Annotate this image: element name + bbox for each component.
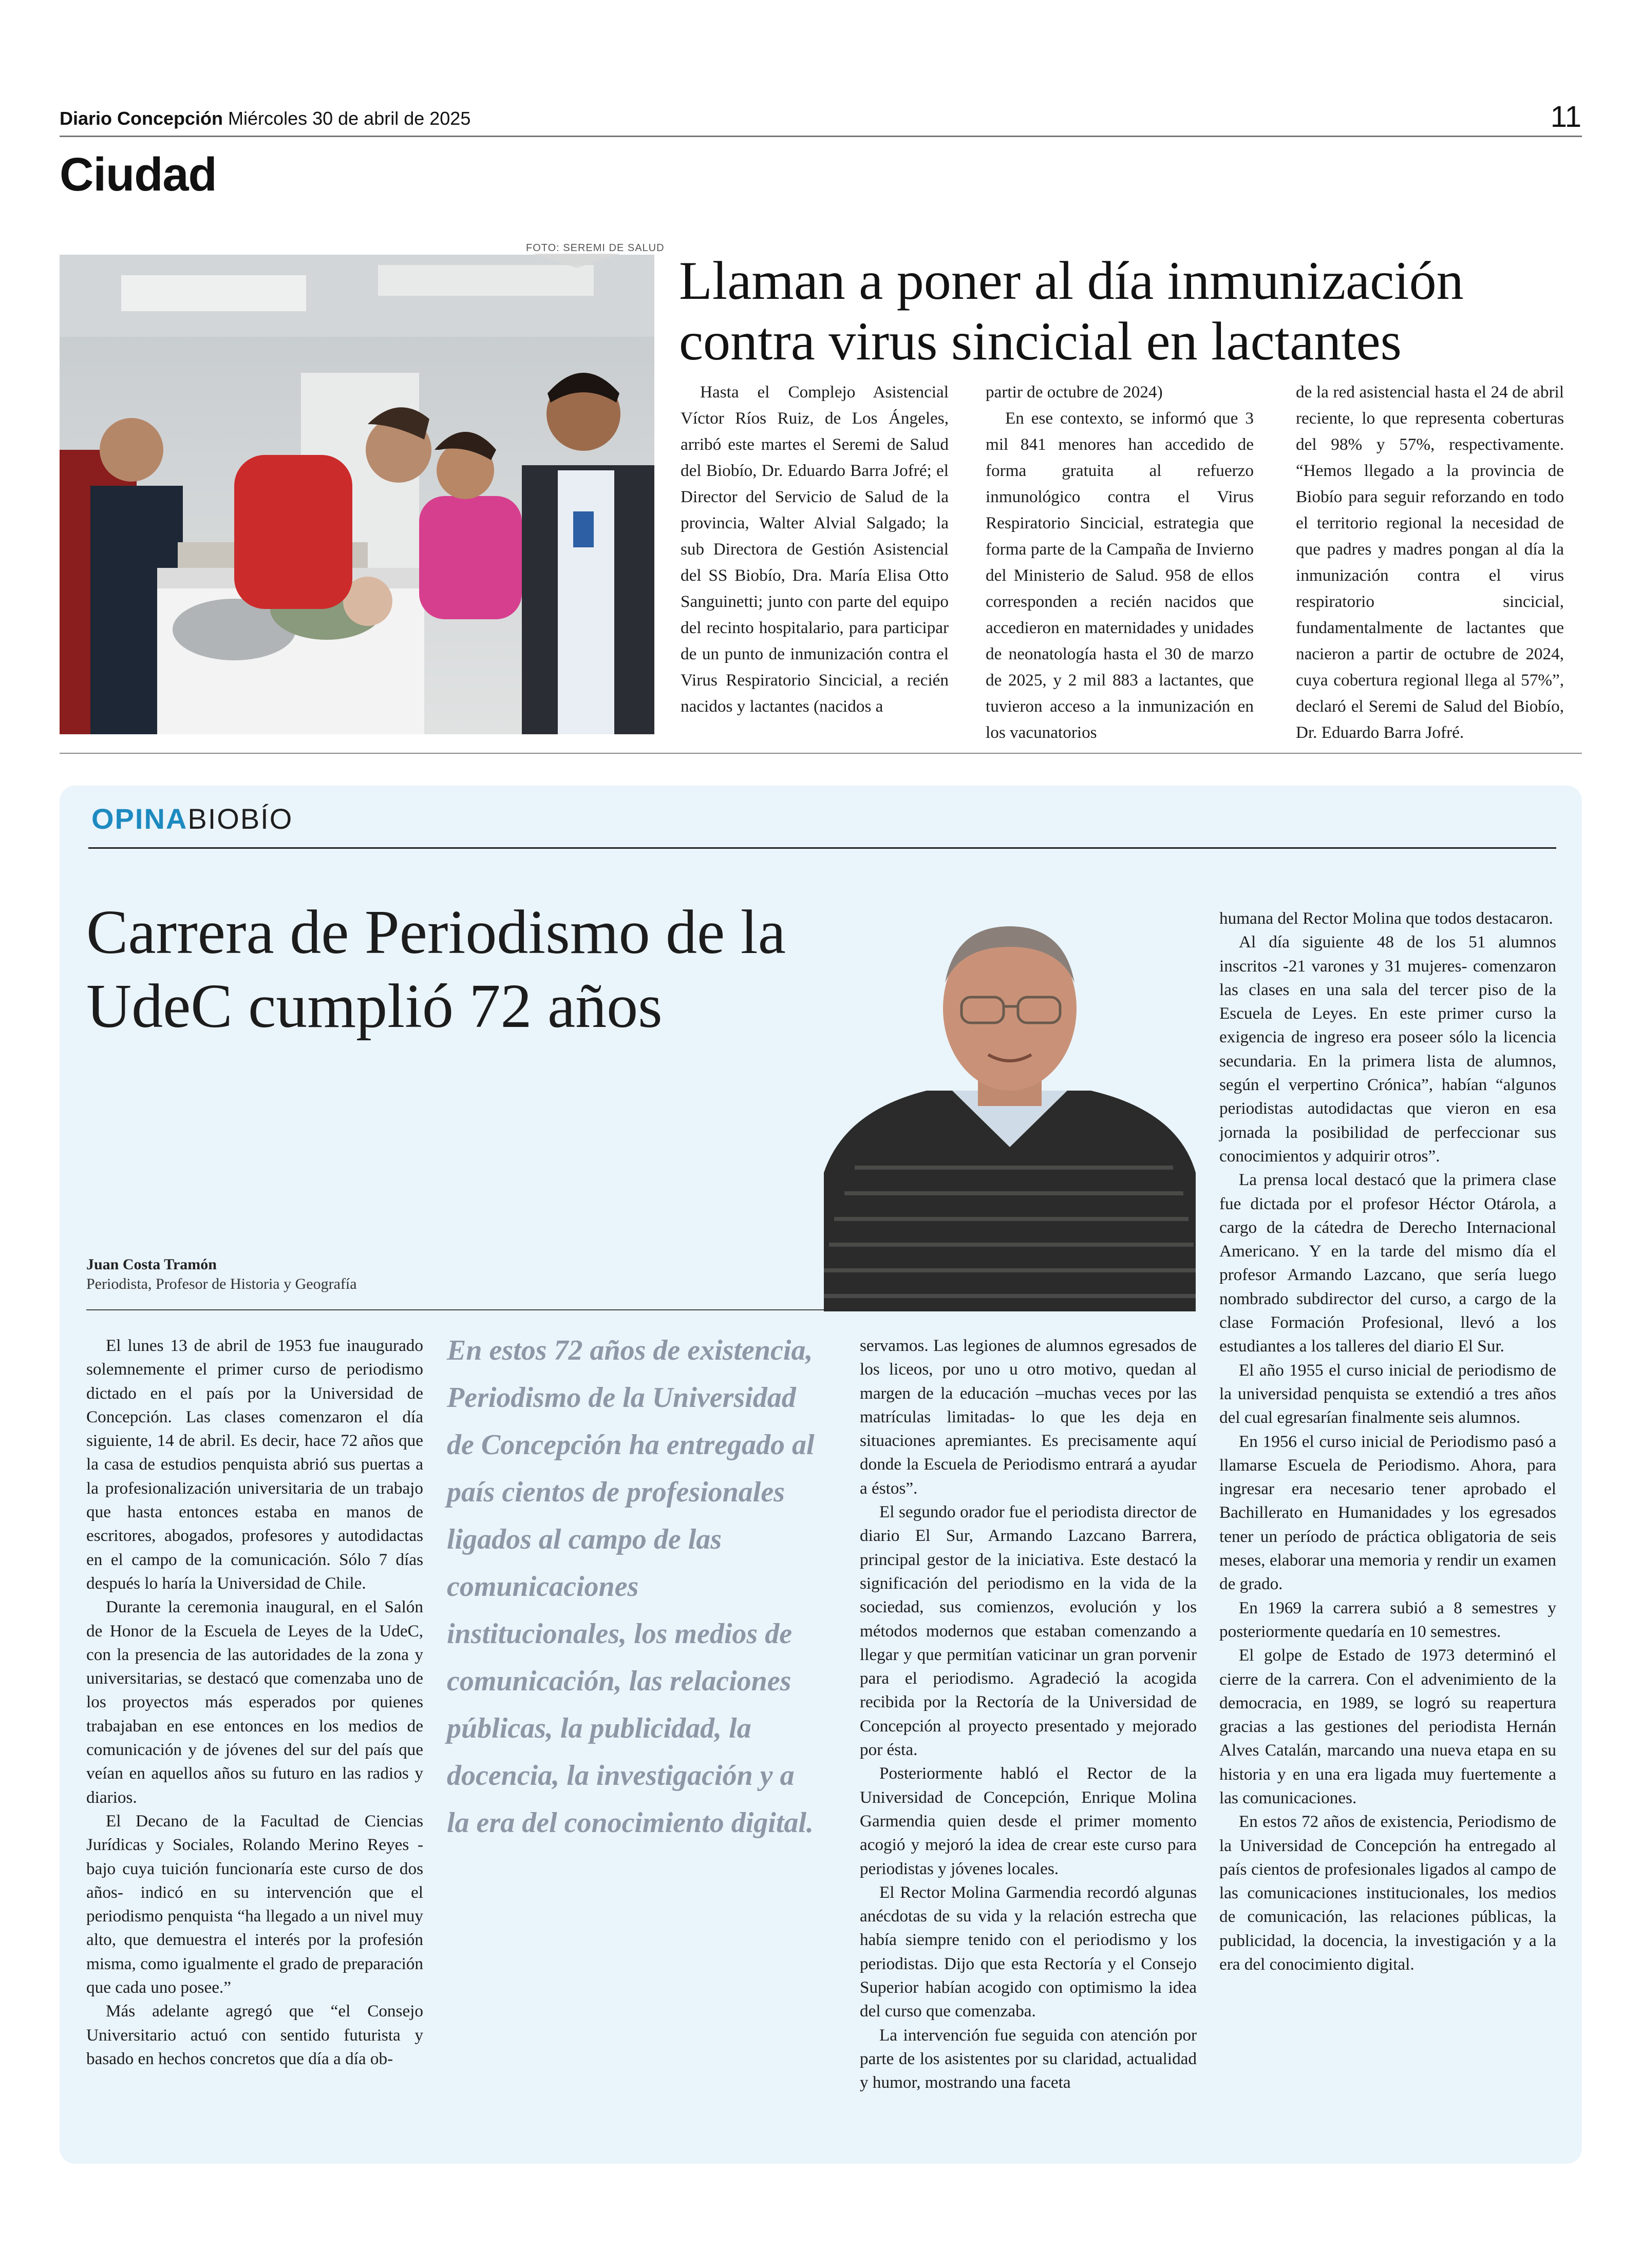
issue-date: Miércoles 30 de abril de 2025 — [228, 108, 471, 129]
opinion-paragraph: humana del Rector Molina que todos destacaron. — [1219, 909, 1553, 928]
opinion-paragraph: Más adelante agregó que “el Consejo Universitario actuó con sentido futurista y basado en hechos concretos que día a día ob- — [86, 2002, 423, 2068]
opinion-paragraph: El golpe de Estado de 1973 determinó el cierre de la carrera. Con el advenimiento de la democracia, en 1989, se logró su reapertura gracias a las gestiones del periodista Hernán Alves Catalán, marcando una nueva etapa en su historia y en una era ligada muy fuertemente a las comunicaciones. — [1219, 1646, 1556, 1807]
author-role: Periodista, Profesor de Historia y Geografía — [86, 1275, 357, 1292]
article-headline: Llaman a poner al día inmunización contra virus sincicial en lactantes — [679, 251, 1464, 371]
opinion-column-4 — [1219, 907, 1556, 1976]
vaccination-photo — [60, 255, 654, 734]
photo-credit: FOTO: SEREMI DE SALUD — [526, 242, 665, 254]
opinion-paragraph: El lunes 13 de abril de 1953 fue inaugurado solemnemente el primer curso de periodismo dictado en el país por la Universidad de Concepción. Las clases comenzaron el día siguiente, 14 de abril. Es decir, hace 72 años que la casa de estudios penquista abrió sus puertas a la profesionalización universitaria de un trabajo que hasta entonces estaba en manos de escritores, abogados, profesores y autodidactas en el campo de la comunicación. Sólo 7 días después lo haría la Universidad de Chile. — [86, 1336, 423, 1593]
opinion-brand-region: BIOBÍO — [187, 803, 293, 835]
article-paragraph: Hasta el Complejo Asistencial Víctor Ríos Ruiz, de Los Ángeles, arribó este martes el Seremi de Salud del Biobío, Dr. Eduardo Barra Jofré; el Director del Servicio de Salud de la provincia, Walter Alvial Salgado; la sub Directora de Gestión Asistencial del SS Biobío, Dra. María Elisa Otto Sanguinetti; junto con parte del equipo del recinto hospitalario, para participar de un punto de inmunización contra el Virus Respiratorio Sincicial, a recién nacidos y lactantes (nacidos a — [681, 383, 949, 716]
opinion-paragraph: El segundo orador fue el periodista director de diario El Sur, Armando Lazcano Barrera, principal gestor de la iniciativa. Este destacó la significación del periodismo en la vida de la sociedad, sus comienzos, evolución y los métodos modernos que estaban comenzando a llegar y que permitían vaticinar un gran porvenir para el periodismo. Agradeció la acogida recibida por la Rectoría de la Universidad de Concepción al proyecto presentado y mejorado por ésta. — [860, 1502, 1197, 1760]
opinion-paragraph: Al día siguiente 48 de los 51 alumnos inscritos -21 varones y 31 mujeres- comenzaron las clases en una sala del tercer piso de la Escuela de Leyes. En este primer curso la exigencia de ingreso era poseer sólo la licencia secundaria. En la primera lista de alumnos, según el verpertino Crónica”, habían “algunos periodistas autodidactas que vieron en esa jornada la posibilidad de perfeccionar sus conocimientos y adquirir otros”. — [1219, 932, 1556, 1166]
article-column-1 — [681, 379, 949, 719]
newspaper-title: Diario Concepción — [60, 108, 223, 129]
opinion-paragraph: El Decano de la Facultad de Ciencias Jurídicas y Sociales, Rolando Merino Reyes -bajo cuya tuición funcionaría este curso de dos años- indicó en su intervención que el periodismo penquista “ha llegado a un nivel muy alto, que demuestra el interés por la profesión misma, como igualmente el grado de preparación que cada uno posee.” — [86, 1811, 423, 1997]
opinion-paragraph: En estos 72 años de existencia, Periodismo de la Universidad de Concepción ha entregado al país cientos de profesionales ligados al campo de las comunicaciones institucionales, los medios de comunicación, las relaciones públicas, la publicidad, la docencia, la investigación y a la era del conocimiento digital. — [1219, 1812, 1556, 1974]
opinion-paragraph: servamos. Las legiones de alumnos egresados de los liceos, por uno u otro motivo, quedan al margen de la educación –muchas veces por las matrículas limitadas- lo que les deja en situaciones apremiantes. Es precisamente aquí donde la Escuela de Periodismo entrará a ayudar a éstos”. — [860, 1336, 1197, 1498]
opinion-paragraph: Posteriormente habló el Rector de la Universidad de Concepción, Enrique Molina Garmendia quien desde el primer momento acogió y mejoró la idea de crear este curso para periodistas y jóvenes locales. — [860, 1764, 1197, 1878]
header-divider — [60, 136, 1582, 137]
opinion-paragraph: El Rector Molina Garmendia recordó algunas anécdotas de su vida y la relación estrecha que había siempre tenido con el periodismo y los periodistas. Dijo que esta Rectoría y el Consejo Superior habían acogido con optimismo la idea del curso que comenzaba. — [860, 1882, 1197, 2021]
section-title: Ciudad — [60, 148, 217, 201]
opinion-column-1 — [86, 1334, 423, 2071]
vaccination-photo-illustration — [60, 255, 654, 734]
pull-quote: En estos 72 años de existencia, Periodismo de la Universidad de Concepción ha entregado al país cientos de profesionales ligados al campo de las comunicaciones institucionales, los medios de comunicación, las relaciones públicas, la publicidad, la docencia, la investigación y a la era del conocimiento digital. — [447, 1335, 815, 1839]
author-portrait-illustration — [824, 906, 1196, 1311]
opinion-paragraph: Durante la ceremonia inaugural, en el Salón de Honor de la Escuela de Leyes de la UdeC, con la presencia de las autoridades de la zona y universitarias, se destacó que comenzaba uno de los proyectos más esperados por quienes trabajaban en ese entonces en los medios de comunicación y de jóvenes del sur del país que veían en aquellos años su futuro en las radios y diarios. — [86, 1597, 423, 1807]
opinion-brand-accent: OPINA — [91, 803, 188, 835]
opinion-brand — [91, 802, 293, 835]
article-column-2 — [986, 379, 1254, 746]
newspaper-name — [60, 108, 470, 129]
opinion-paragraph: El año 1955 el curso inicial de periodismo de la universidad penquista se extendió a tres años del cual egresarían finalmente seis alumnos. — [1219, 1360, 1556, 1427]
opinion-headline: Carrera de Periodismo de la UdeC cumplió 72 años — [86, 898, 786, 1041]
opinion-paragraph: La prensa local destacó que la primera clase fue dictada por el profesor Héctor Otárola, a cargo de la cátedra de Derecho Internacional Americano. Y en la tarde del mismo día el profesor Armando Lazcano, que sería luego nombrado subdirector del curso, a cargo de la clase Formación Profesional, llevó a los estudiantes a los talleres del diario El Sur. — [1219, 1170, 1556, 1356]
opinion-paragraph: En 1956 el curso inicial de Periodismo pasó a llamarse Escuela de Periodismo. Ahora, para ingresar era necesario tener aprobado el Bachillerato en Humanidades y los egresados tener un período de práctica obligatoria de seis meses, elaborar una memoria y rendir un examen de grado. — [1219, 1432, 1556, 1594]
page-number: 11 — [1550, 100, 1581, 134]
author-name: Juan Costa Tramón — [86, 1256, 217, 1273]
article-paragraph: de la red asistencial hasta el 24 de abril reciente, lo que representa coberturas del 98% y 57%, respectivamente. “Hemos llegado a la provincia de Biobío para seguir reforzando en todo el territorio regional la necesidad de que padres y madres pongan al día la inmunización contra el virus respiratorio sincicial, fundamentalmente de lactantes que nacieron a partir de octubre de 2024, cuya cobertura regional llega al 57%”, declaró el Seremi de Salud del Biobío, Dr. Eduardo Barra Jofré. — [1296, 383, 1564, 742]
author-divider — [86, 1309, 867, 1310]
opinion-divider — [88, 847, 1556, 849]
article-column-3 — [1296, 379, 1564, 746]
article-divider — [60, 753, 1582, 754]
article-paragraph: partir de octubre de 2024) — [986, 383, 1163, 402]
opinion-paragraph: La intervención fue seguida con atención por parte de los asistentes por su claridad, actualidad y humor, mostrando una faceta — [860, 2025, 1197, 2092]
opinion-column-3 — [860, 1334, 1197, 2095]
opinion-paragraph: En 1969 la carrera subió a 8 semestres y posteriormente quedaría en 10 semestres. — [1219, 1598, 1556, 1641]
author-portrait — [824, 906, 1196, 1311]
article-paragraph: En ese contexto, se informó que 3 mil 841 menores han accedido de forma gratuita al refuerzo inmunológico contra el Virus Respiratorio Sincicial, estrategia que forma parte de la Campaña de Invierno del Ministerio de Salud. 958 de ellos corresponden a recién nacidos que accedieron en maternidades y unidades de neonatología hasta el 30 de marzo de 2025, y 2 mil 883 a lactantes, que tuvieron acceso a la inmunización en los vacunatorios — [986, 409, 1254, 742]
